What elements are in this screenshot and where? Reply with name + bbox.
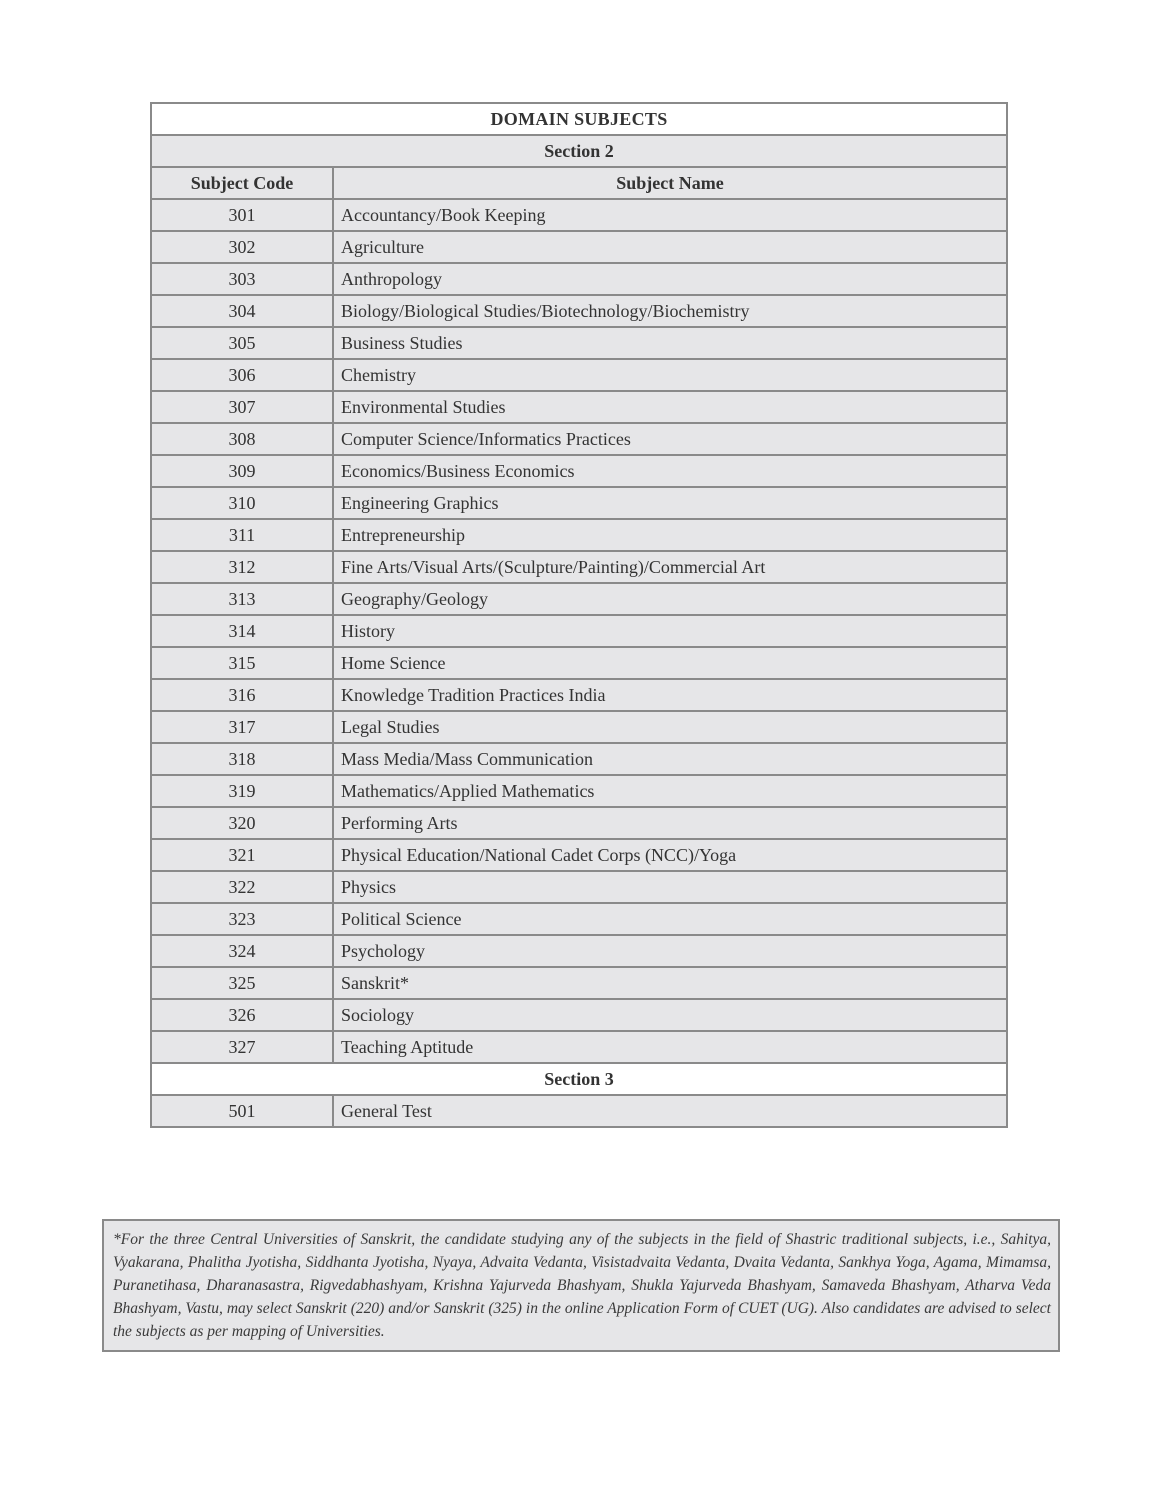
table-row	[151, 711, 1007, 743]
subject-code: 307	[151, 391, 333, 423]
subject-code: 305	[151, 327, 333, 359]
subject-name: Agriculture	[333, 231, 1007, 263]
subject-code: 323	[151, 903, 333, 935]
table-row	[151, 999, 1007, 1031]
subject-code: 319	[151, 775, 333, 807]
subject-name: Political Science	[333, 903, 1007, 935]
table-row	[151, 583, 1007, 615]
column-header-code: Subject Code	[151, 167, 333, 199]
table-row	[151, 839, 1007, 871]
section-3-row	[151, 1063, 1007, 1095]
subject-name: Environmental Studies	[333, 391, 1007, 423]
subject-code: 310	[151, 487, 333, 519]
subject-name: Chemistry	[333, 359, 1007, 391]
subject-code: 315	[151, 647, 333, 679]
table-row	[151, 551, 1007, 583]
subject-code: 326	[151, 999, 333, 1031]
table-row	[151, 1031, 1007, 1063]
subject-name: Home Science	[333, 647, 1007, 679]
subject-name: Economics/Business Economics	[333, 455, 1007, 487]
subject-name: Computer Science/Informatics Practices	[333, 423, 1007, 455]
subject-code: 312	[151, 551, 333, 583]
table-row	[151, 391, 1007, 423]
table-row	[151, 1095, 1007, 1127]
subject-code: 303	[151, 263, 333, 295]
subject-name: Entrepreneurship	[333, 519, 1007, 551]
table-row	[151, 775, 1007, 807]
table-title-row	[151, 103, 1007, 135]
table-row	[151, 359, 1007, 391]
table-row	[151, 519, 1007, 551]
subject-code: 309	[151, 455, 333, 487]
table-row	[151, 327, 1007, 359]
subject-name: Psychology	[333, 935, 1007, 967]
section-3-label: Section 3	[151, 1063, 1007, 1095]
subject-code: 327	[151, 1031, 333, 1063]
table-row	[151, 807, 1007, 839]
table-title: DOMAIN SUBJECTS	[151, 103, 1007, 135]
table-row	[151, 455, 1007, 487]
subject-code: 316	[151, 679, 333, 711]
subject-code: 318	[151, 743, 333, 775]
subject-code: 313	[151, 583, 333, 615]
table-row	[151, 871, 1007, 903]
column-header-row	[151, 167, 1007, 199]
table-row	[151, 263, 1007, 295]
table-row	[151, 231, 1007, 263]
subject-name: History	[333, 615, 1007, 647]
subject-code: 302	[151, 231, 333, 263]
subject-name: Physical Education/National Cadet Corps (NCC)/Yoga	[333, 839, 1007, 871]
table-row	[151, 967, 1007, 999]
table-row	[151, 487, 1007, 519]
domain-subjects-table	[150, 102, 1008, 1128]
column-header-name: Subject Name	[333, 167, 1007, 199]
table-row	[151, 743, 1007, 775]
subject-code: 304	[151, 295, 333, 327]
subject-name: Geography/Geology	[333, 583, 1007, 615]
table-row	[151, 295, 1007, 327]
subject-name: Sanskrit*	[333, 967, 1007, 999]
subject-code: 321	[151, 839, 333, 871]
subject-code: 317	[151, 711, 333, 743]
subject-code: 322	[151, 871, 333, 903]
subject-name: Knowledge Tradition Practices India	[333, 679, 1007, 711]
table-row	[151, 679, 1007, 711]
subject-name: Business Studies	[333, 327, 1007, 359]
subject-code: 314	[151, 615, 333, 647]
table-row	[151, 199, 1007, 231]
subject-code: 325	[151, 967, 333, 999]
subject-name: Fine Arts/Visual Arts/(Sculpture/Painting)/Commercial Art	[333, 551, 1007, 583]
subject-name: Anthropology	[333, 263, 1007, 295]
subject-name: Legal Studies	[333, 711, 1007, 743]
subject-name: Mathematics/Applied Mathematics	[333, 775, 1007, 807]
subject-name: General Test	[333, 1095, 1007, 1127]
subject-code: 324	[151, 935, 333, 967]
subject-name: Accountancy/Book Keeping	[333, 199, 1007, 231]
section-2-row	[151, 135, 1007, 167]
subject-name: Physics	[333, 871, 1007, 903]
table-row	[151, 615, 1007, 647]
subject-code: 320	[151, 807, 333, 839]
subject-code: 311	[151, 519, 333, 551]
subject-code: 301	[151, 199, 333, 231]
subject-name: Mass Media/Mass Communication	[333, 743, 1007, 775]
subject-code: 501	[151, 1095, 333, 1127]
subject-name: Biology/Biological Studies/Biotechnology/Biochemistry	[333, 295, 1007, 327]
subject-name: Teaching Aptitude	[333, 1031, 1007, 1063]
section-2-label: Section 2	[151, 135, 1007, 167]
subject-name: Sociology	[333, 999, 1007, 1031]
subject-code: 306	[151, 359, 333, 391]
subject-name: Engineering Graphics	[333, 487, 1007, 519]
table-row	[151, 423, 1007, 455]
footnote: *For the three Central Universities of Sanskrit, the candidate studying any of the subjects in the field of Shastric traditional subjects, i.e., Sahitya, Vyakarana, Phalitha Jyotisha, Siddhanta Jyotisha, Nyaya, Advaita Vedanta, Visistadvaita Vedanta, Dvaita Vedanta, Sankhya Yoga, Agama, Mimamsa, Puranetihasa, Dharanasastra, Rigvedabhashyam, Krishna Yajurveda Bhashyam, Shukla Yajurveda Bhashyam, Samaveda Bhashyam, Atharva Veda Bhashyam, Vastu, may select Sanskrit (220) and/or Sanskrit (325) in the online Application Form of CUET (UG). Also candidates are advised to select the subjects as per mapping of Universities.	[102, 1219, 1060, 1352]
table-row	[151, 903, 1007, 935]
table-row	[151, 647, 1007, 679]
subject-name: Performing Arts	[333, 807, 1007, 839]
table-row	[151, 935, 1007, 967]
subject-code: 308	[151, 423, 333, 455]
